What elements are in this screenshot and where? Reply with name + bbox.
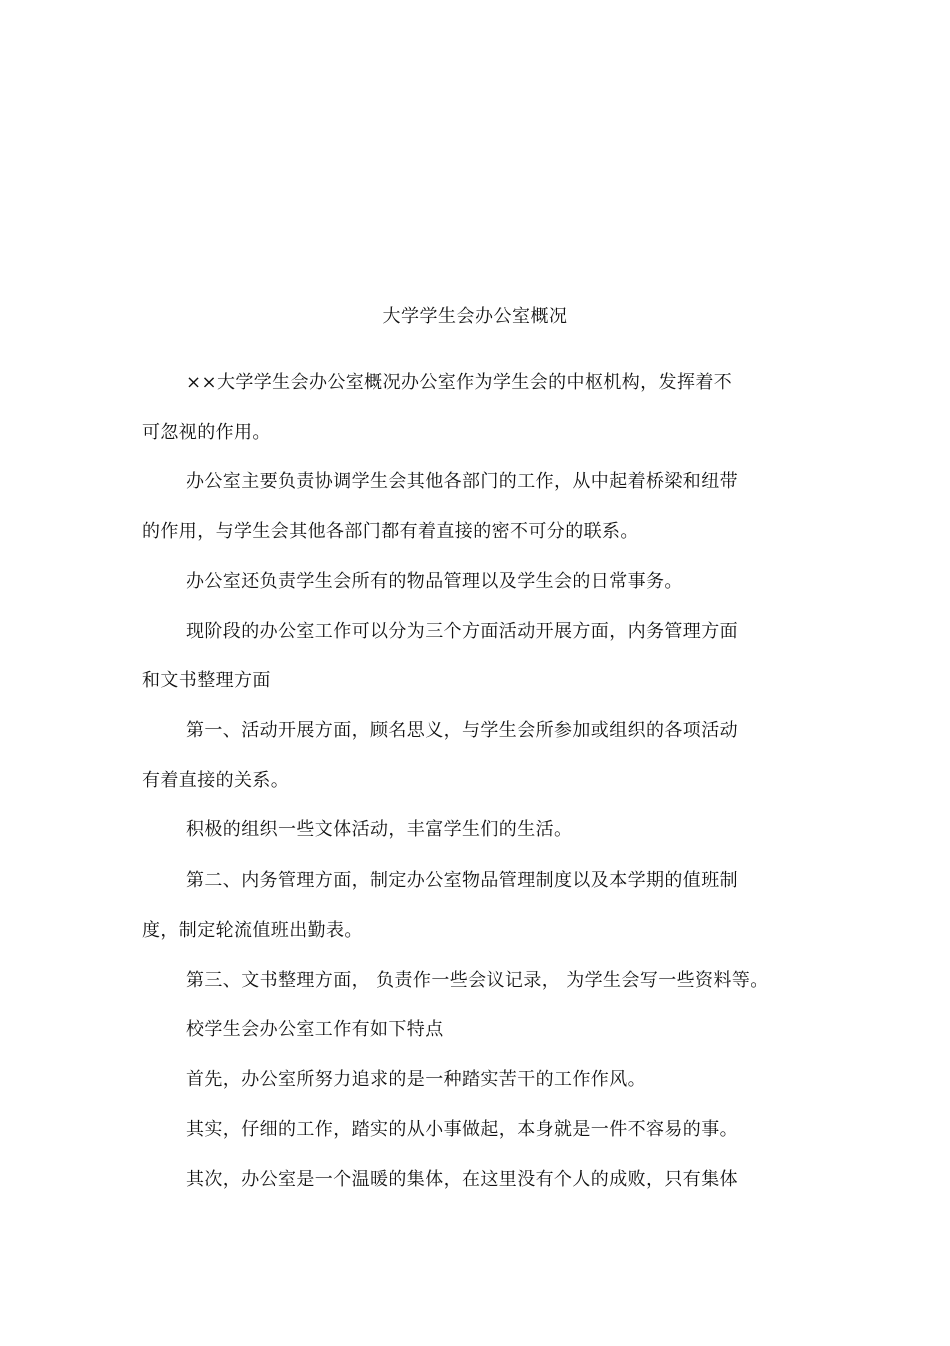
paragraph-line: 其实，仔细的工作，踏实的从小事做起，本身就是一件不容易的事。 (186, 1119, 738, 1140)
paragraph-line: 现阶段的办公室工作可以分为三个方面活动开展方面，内务管理方面 (186, 621, 738, 642)
paragraph-line: 第二、内务管理方面，制定办公室物品管理制度以及本学期的值班制 (186, 870, 738, 891)
paragraph-line: 其次，办公室是一个温暖的集体，在这里没有个人的成败，只有集体 (186, 1169, 738, 1190)
paragraph-line: 可忽视的作用。 (142, 422, 271, 443)
document-title: 大学学生会办公室概况 (382, 306, 568, 327)
paragraph-line: 办公室还负责学生会所有的物品管理以及学生会的日常事务。 (186, 571, 683, 592)
paragraph-line: 的作用，与学生会其他各部门都有着直接的密不可分的联系。 (142, 521, 639, 542)
paragraph-line: 第一、活动开展方面，顾名思义，与学生会所参加或组织的各项活动 (186, 720, 738, 741)
paragraph-line: 校学生会办公室工作有如下特点 (186, 1019, 444, 1040)
paragraph-line: 有着直接的关系。 (142, 770, 290, 791)
paragraph-line: 和文书整理方面 (142, 670, 271, 691)
paragraph-line: 积极的组织一些文体活动，丰富学生们的生活。 (186, 819, 573, 840)
paragraph-line: 度，制定轮流值班出勤表。 (142, 920, 363, 941)
paragraph-line: 第三、文书整理方面， 负责作一些会议记录， 为学生会写一些资料等。 (186, 970, 769, 991)
paragraph-line: 办公室主要负责协调学生会其他各部门的工作，从中起着桥梁和纽带 (186, 471, 738, 492)
paragraph-line: ××大学学生会办公室概况办公室作为学生会的中枢机构，发挥着不 (186, 372, 733, 393)
paragraph-line: 首先，办公室所努力追求的是一种踏实苦干的工作作风。 (186, 1069, 646, 1090)
